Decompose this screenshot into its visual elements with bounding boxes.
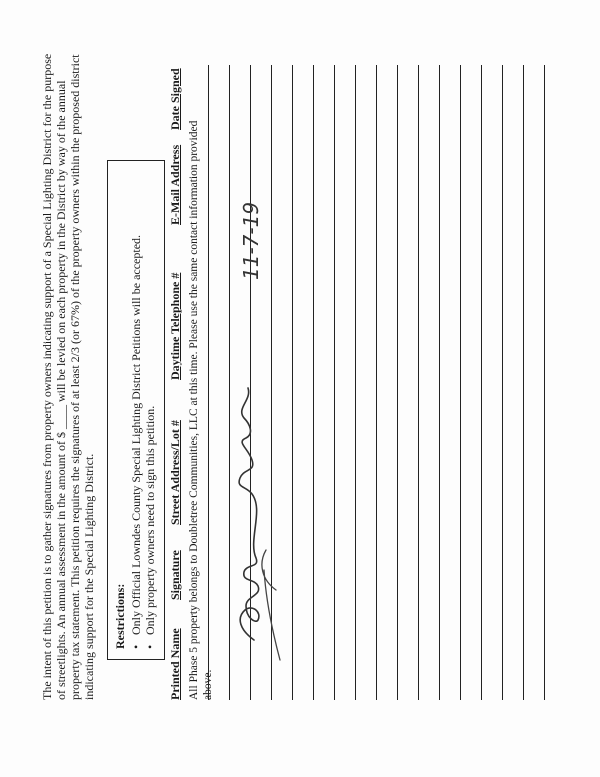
row-rule [334,65,335,700]
note-line: above. [202,669,214,700]
header-printed-name: Printed Name [168,628,182,700]
row-rule [313,65,314,700]
header-date-signed: Date Signed [168,68,182,130]
note-line: All Phase 5 property belongs to Doubletree Communities, LLC at this time. Please use the same contact information provided [188,120,200,700]
row-rule [481,65,482,700]
intro-line: property tax statement. This petition requires the signatures of at least 2/3 (or 67%) of the property owners within the proposed district [68,54,82,700]
row-rule [397,65,398,700]
row-rule [250,65,251,700]
intro-line: The intent of this petition is to gather signatures from property owners indicating support of a Special Lighting District for the purpose [40,53,54,700]
row-rule [418,65,419,700]
header-signature: Signature [168,550,182,600]
intro-line: indicating support for the Special Lighting District. [82,453,96,700]
row-rule [502,65,503,700]
row-rule [229,65,230,700]
row-rule [460,65,461,700]
restrictions-title: Restrictions: [113,583,127,649]
column-headers [168,50,184,700]
row-rule [544,65,545,700]
intro-paragraph [40,50,96,700]
restriction-item: • Only property owners need to sign this petition. [143,171,157,649]
restriction-item: • Only Official Lowndes County Special Lighting District Petitions will be accepted. [129,171,143,649]
handwritten-date: 11-7-19 [239,201,263,280]
row-rule [523,65,524,700]
signature-rows [200,50,560,700]
header-email: E-Mail Address [168,144,182,225]
row-rule [439,65,440,700]
row-rule [376,65,377,700]
row-rule [355,65,356,700]
row-rule [208,65,209,700]
row-rule [271,65,272,700]
header-telephone: Daytime Telephone # [168,272,182,380]
rotated-form [40,50,560,700]
intro-line: of streetlights. An annual assessment in the amount of $ ____ will be levied on each property in the District by way of the annual [54,80,68,700]
restrictions-box [107,160,165,660]
row-rule [292,65,293,700]
header-street-address: Street Address/Lot # [168,420,182,525]
